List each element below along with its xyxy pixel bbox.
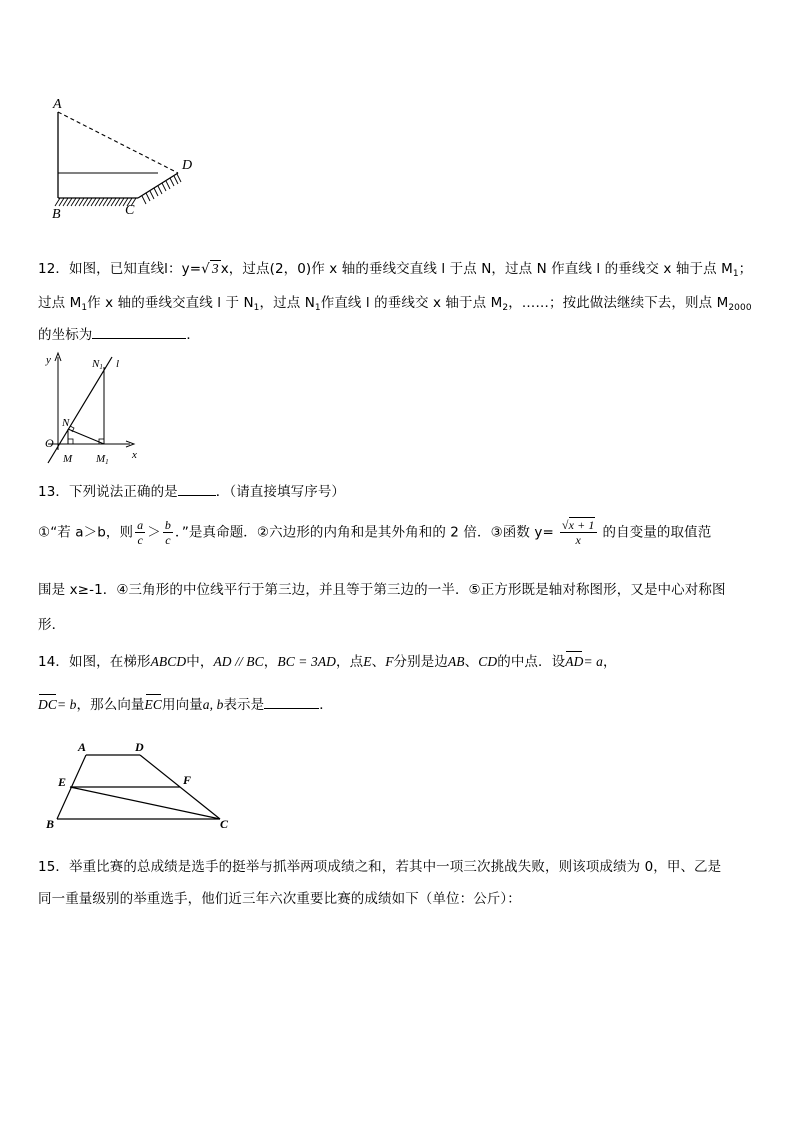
fraction-a-over-c: $\frac{a}{c}$ — [137, 518, 144, 547]
q13-line-4: 形． — [38, 617, 66, 633]
q13-line-2: ①“若 a＞b，则 $\frac{a}{c}$ ＞ $\frac{b}{c}$ ．”是真命题．②六边形的内角和是其外角和的 2 倍．③函数 y= $\frac{√x + 1}{x}$ 的自变量的取值范 — [38, 518, 712, 547]
x-label: x — [132, 449, 137, 461]
point-b-label: B — [52, 207, 61, 222]
point-e-label: E — [58, 775, 67, 789]
segment-ad-dashed — [58, 112, 178, 173]
n1-label: N1 — [92, 358, 103, 371]
q14-line-2: DC= b，那么向量EC用向量a, b表示是 ． — [38, 697, 333, 713]
fraction-sqrt-x-plus-1-over-x: $\frac{√x + 1}{x}$ — [561, 518, 595, 547]
figure-11 — [0, 90, 794, 320]
point-a-label: A — [53, 97, 62, 112]
origin-label: O — [45, 436, 54, 450]
figure-14 — [0, 735, 794, 835]
answer-blank-12[interactable] — [92, 326, 186, 339]
q13-line-3: 围是 x≥-1．④三角形的中位线平行于第三边，并且等于第三边的一半．⑤正方形既是轴对称图形，又是中心对称图 — [38, 582, 726, 598]
point-d-label: D — [182, 158, 193, 173]
segment-cd — [138, 173, 178, 198]
answer-blank-13[interactable] — [178, 483, 216, 496]
point-c-label: C — [125, 203, 135, 218]
figure-12 — [0, 345, 794, 470]
segment-ec — [70, 787, 220, 819]
answer-blank-14[interactable] — [264, 696, 319, 709]
point-f-label: F — [183, 773, 192, 787]
right-angle-m — [68, 439, 73, 444]
q12-line-1: 12．如图，已知直线l：y=√ 3 x，过点(2，0)作 x 轴的垂线交直线 l 于点 N，过点 N 作直线 l 的垂线交 x 轴于点 $M_1$； — [38, 261, 753, 279]
q13-line-1: 13．下列说法正确的是 ．（请直接填写序号） — [38, 484, 346, 500]
q12-line-3: 的坐标为 ． — [38, 327, 201, 343]
fraction-b-over-c: $\frac{b}{c}$ — [164, 518, 171, 547]
y-label: y — [46, 354, 51, 366]
point-c-label: C — [220, 817, 229, 831]
point-a-label: A — [78, 740, 87, 754]
ground-hatching — [55, 174, 181, 206]
n-label: N — [62, 417, 70, 429]
q15-line-1: 15．举重比赛的总成绩是选手的挺举与抓举两项成绩之和，若其中一项三次挑战失败，则该项成绩为 0，甲、乙是 — [38, 859, 722, 875]
q15-line-2: 同一重量级别的举重选手，他们近三年六次重要比赛的成绩如下（单位：公斤）： — [38, 891, 521, 907]
q14-line-1: 14．如图，在梯形ABCD中，AD // BC，BC = 3AD，点E、F分别是边AB、CD的中点．设AD= a， — [38, 654, 617, 670]
q12-line-2: 过点 $M_1$作 x 轴的垂线交直线 l 于 $N_1$，过点 $N_1$作直线 l 的垂线交 x 轴于点 $M_2$，……；按此做法继续下去，则点 $M_{2000}$ — [38, 295, 752, 313]
point-b-label: B — [46, 817, 55, 831]
m-label: M — [63, 453, 73, 465]
point-d-label: D — [135, 740, 144, 754]
l-label: l — [116, 358, 120, 370]
segment-nm1 — [68, 429, 104, 444]
m1-label: M1 — [96, 453, 109, 466]
